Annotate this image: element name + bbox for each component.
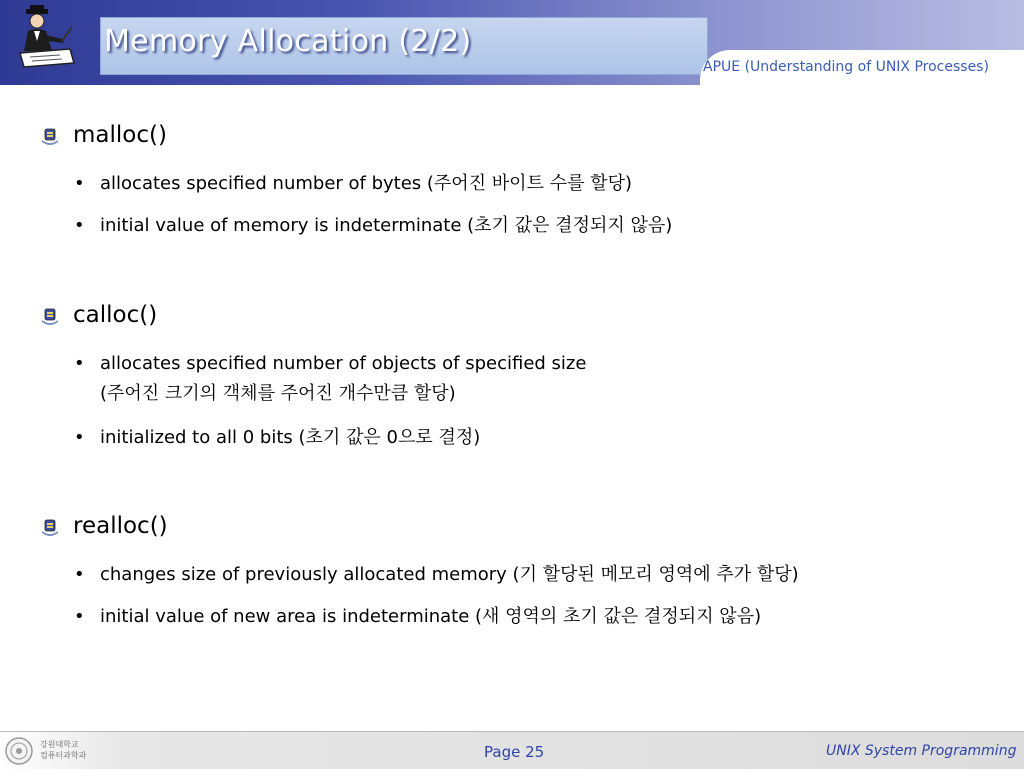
- bullet-emblem-icon: [40, 128, 60, 146]
- bullet-dot: •: [74, 173, 85, 194]
- item-text-continued: (주어진 크기의 객체를 주어진 개수만큼 할당): [100, 383, 456, 404]
- bullet-dot: •: [74, 606, 85, 627]
- section-label: calloc(): [73, 302, 158, 328]
- bullet-emblem-icon: [40, 519, 60, 537]
- university-seal-icon: [4, 736, 34, 766]
- org-line-1: 강원대학교: [40, 740, 79, 749]
- org-line-2: 컴퓨터과학과: [40, 751, 87, 760]
- item-text: initial value of memory is indeterminate (초기 값은 결정되지 않음): [100, 215, 673, 236]
- bullet-dot: •: [74, 353, 85, 374]
- item-text: allocates specified number of objects of specified size: [100, 353, 587, 374]
- section-label: malloc(): [73, 122, 167, 148]
- item-text: initialized to all 0 bits (초기 값은 0으로 결정): [100, 427, 481, 448]
- page-title: Memory Allocation (2/2): [104, 24, 472, 59]
- item-text: changes size of previously allocated memory (기 할당된 메모리 영역에 추가 할당): [100, 564, 799, 585]
- item-text: allocates specified number of bytes (주어진 바이트 수를 할당): [100, 173, 632, 194]
- page-number: Page 25: [484, 743, 545, 761]
- item-text: initial value of new area is indeterminate (새 영역의 초기 값은 결정되지 않음): [100, 606, 762, 627]
- footer-organization: [40, 739, 86, 761]
- course-name: UNIX System Programming: [826, 743, 1017, 759]
- bullet-dot: •: [74, 215, 85, 236]
- slide-subtitle: APUE (Understanding of UNIX Processes): [703, 59, 989, 75]
- section-label: realloc(): [73, 513, 168, 539]
- bullet-emblem-icon: [40, 308, 60, 326]
- bullet-dot: •: [74, 427, 85, 448]
- bullet-dot: •: [74, 564, 85, 585]
- slide-footer: [0, 731, 1024, 769]
- person-at-desk-logo-icon: [12, 5, 78, 75]
- slide-header: [0, 0, 1024, 85]
